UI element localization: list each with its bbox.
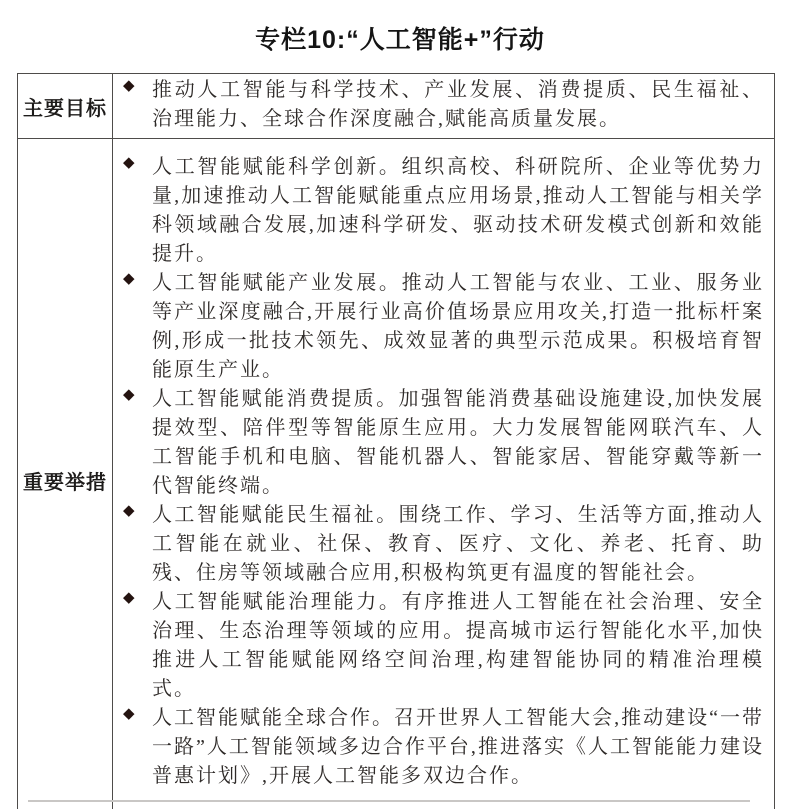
bullet-text: 人工智能赋能民生福祉。围绕工作、学习、生活等方面,推动人工智能在就业、社保、教育、医疗、文化、养老、托育、助残、住房等领域融合应用,积极构筑更有温度的智能社会。: [152, 504, 764, 584]
diamond-bullet-icon: ◆: [123, 387, 135, 403]
bullet-text: 人工智能赋能产业发展。推动人工智能与农业、工业、服务业等产业深度融合,开展行业高价值场景应用攻关,打造一批标杆案例,形成一批技术领先、成效显著的典型示范成果。积极培育智能原生产业。: [152, 272, 764, 381]
cell-main-goals: [113, 74, 775, 139]
bullet-item: [121, 76, 764, 134]
bullet-list-key-measures: [121, 153, 764, 791]
diamond-bullet-icon: ◆: [123, 590, 135, 606]
bullet-text: 人工智能赋能科学创新。组织高校、科研院所、企业等优势力量,加速推动人工智能赋能重点应用场景,推动人工智能与相关学科领域融合发展,加速科学研发、驱动技术研发模式创新和效能提升。: [152, 156, 764, 265]
bullet-text: 人工智能赋能全球合作。召开世界人工智能大会,推动建设“一带一路”人工智能领域多边合作平台,推进落实《人工智能能力建设普惠计划》,开展人工智能多双边合作。: [152, 707, 764, 787]
bullet-text: 人工智能赋能治理能力。有序推进人工智能在社会治理、安全治理、生态治理等领域的应用。提高城市运行智能化水平,加快推进人工智能赋能网络空间治理,构建智能协同的精准治理模式。: [152, 591, 764, 700]
table-row-main-goals: [18, 74, 775, 139]
diamond-bullet-icon: ◆: [123, 271, 135, 287]
cell-key-measures: [113, 139, 775, 809]
bullet-item: [121, 501, 764, 588]
bullet-item: [121, 385, 764, 501]
table-row-key-measures: [18, 139, 775, 809]
row-header-key-measures: 重要举措: [18, 139, 113, 809]
page-bottom-scan-artifact: [28, 800, 750, 802]
bullet-list-main-goals: [121, 76, 764, 134]
bullet-item: [121, 704, 764, 791]
bullet-item: [121, 588, 764, 704]
diamond-bullet-icon: ◆: [123, 503, 135, 519]
diamond-bullet-icon: ◆: [123, 155, 135, 171]
row-header-main-goals: 主要目标: [18, 74, 113, 139]
bullet-text: 人工智能赋能消费提质。加强智能消费基础设施建设,加快发展提效型、陪伴型等智能原生应用。大力发展智能网联汽车、人工智能手机和电脑、智能机器人、智能家居、智能穿戴等新一代智能终端。: [152, 388, 764, 497]
page-title: 专栏10:“人工智能+”行动: [255, 26, 545, 54]
bullet-item: [121, 269, 764, 385]
policy-box-table: [17, 73, 775, 809]
bullet-item: [121, 153, 764, 269]
diamond-bullet-icon: ◆: [123, 706, 135, 722]
bullet-text: 推动人工智能与科学技术、产业发展、消费提质、民生福祉、治理能力、全球合作深度融合,赋能高质量发展。: [152, 79, 764, 130]
diamond-bullet-icon: ◆: [123, 78, 135, 94]
